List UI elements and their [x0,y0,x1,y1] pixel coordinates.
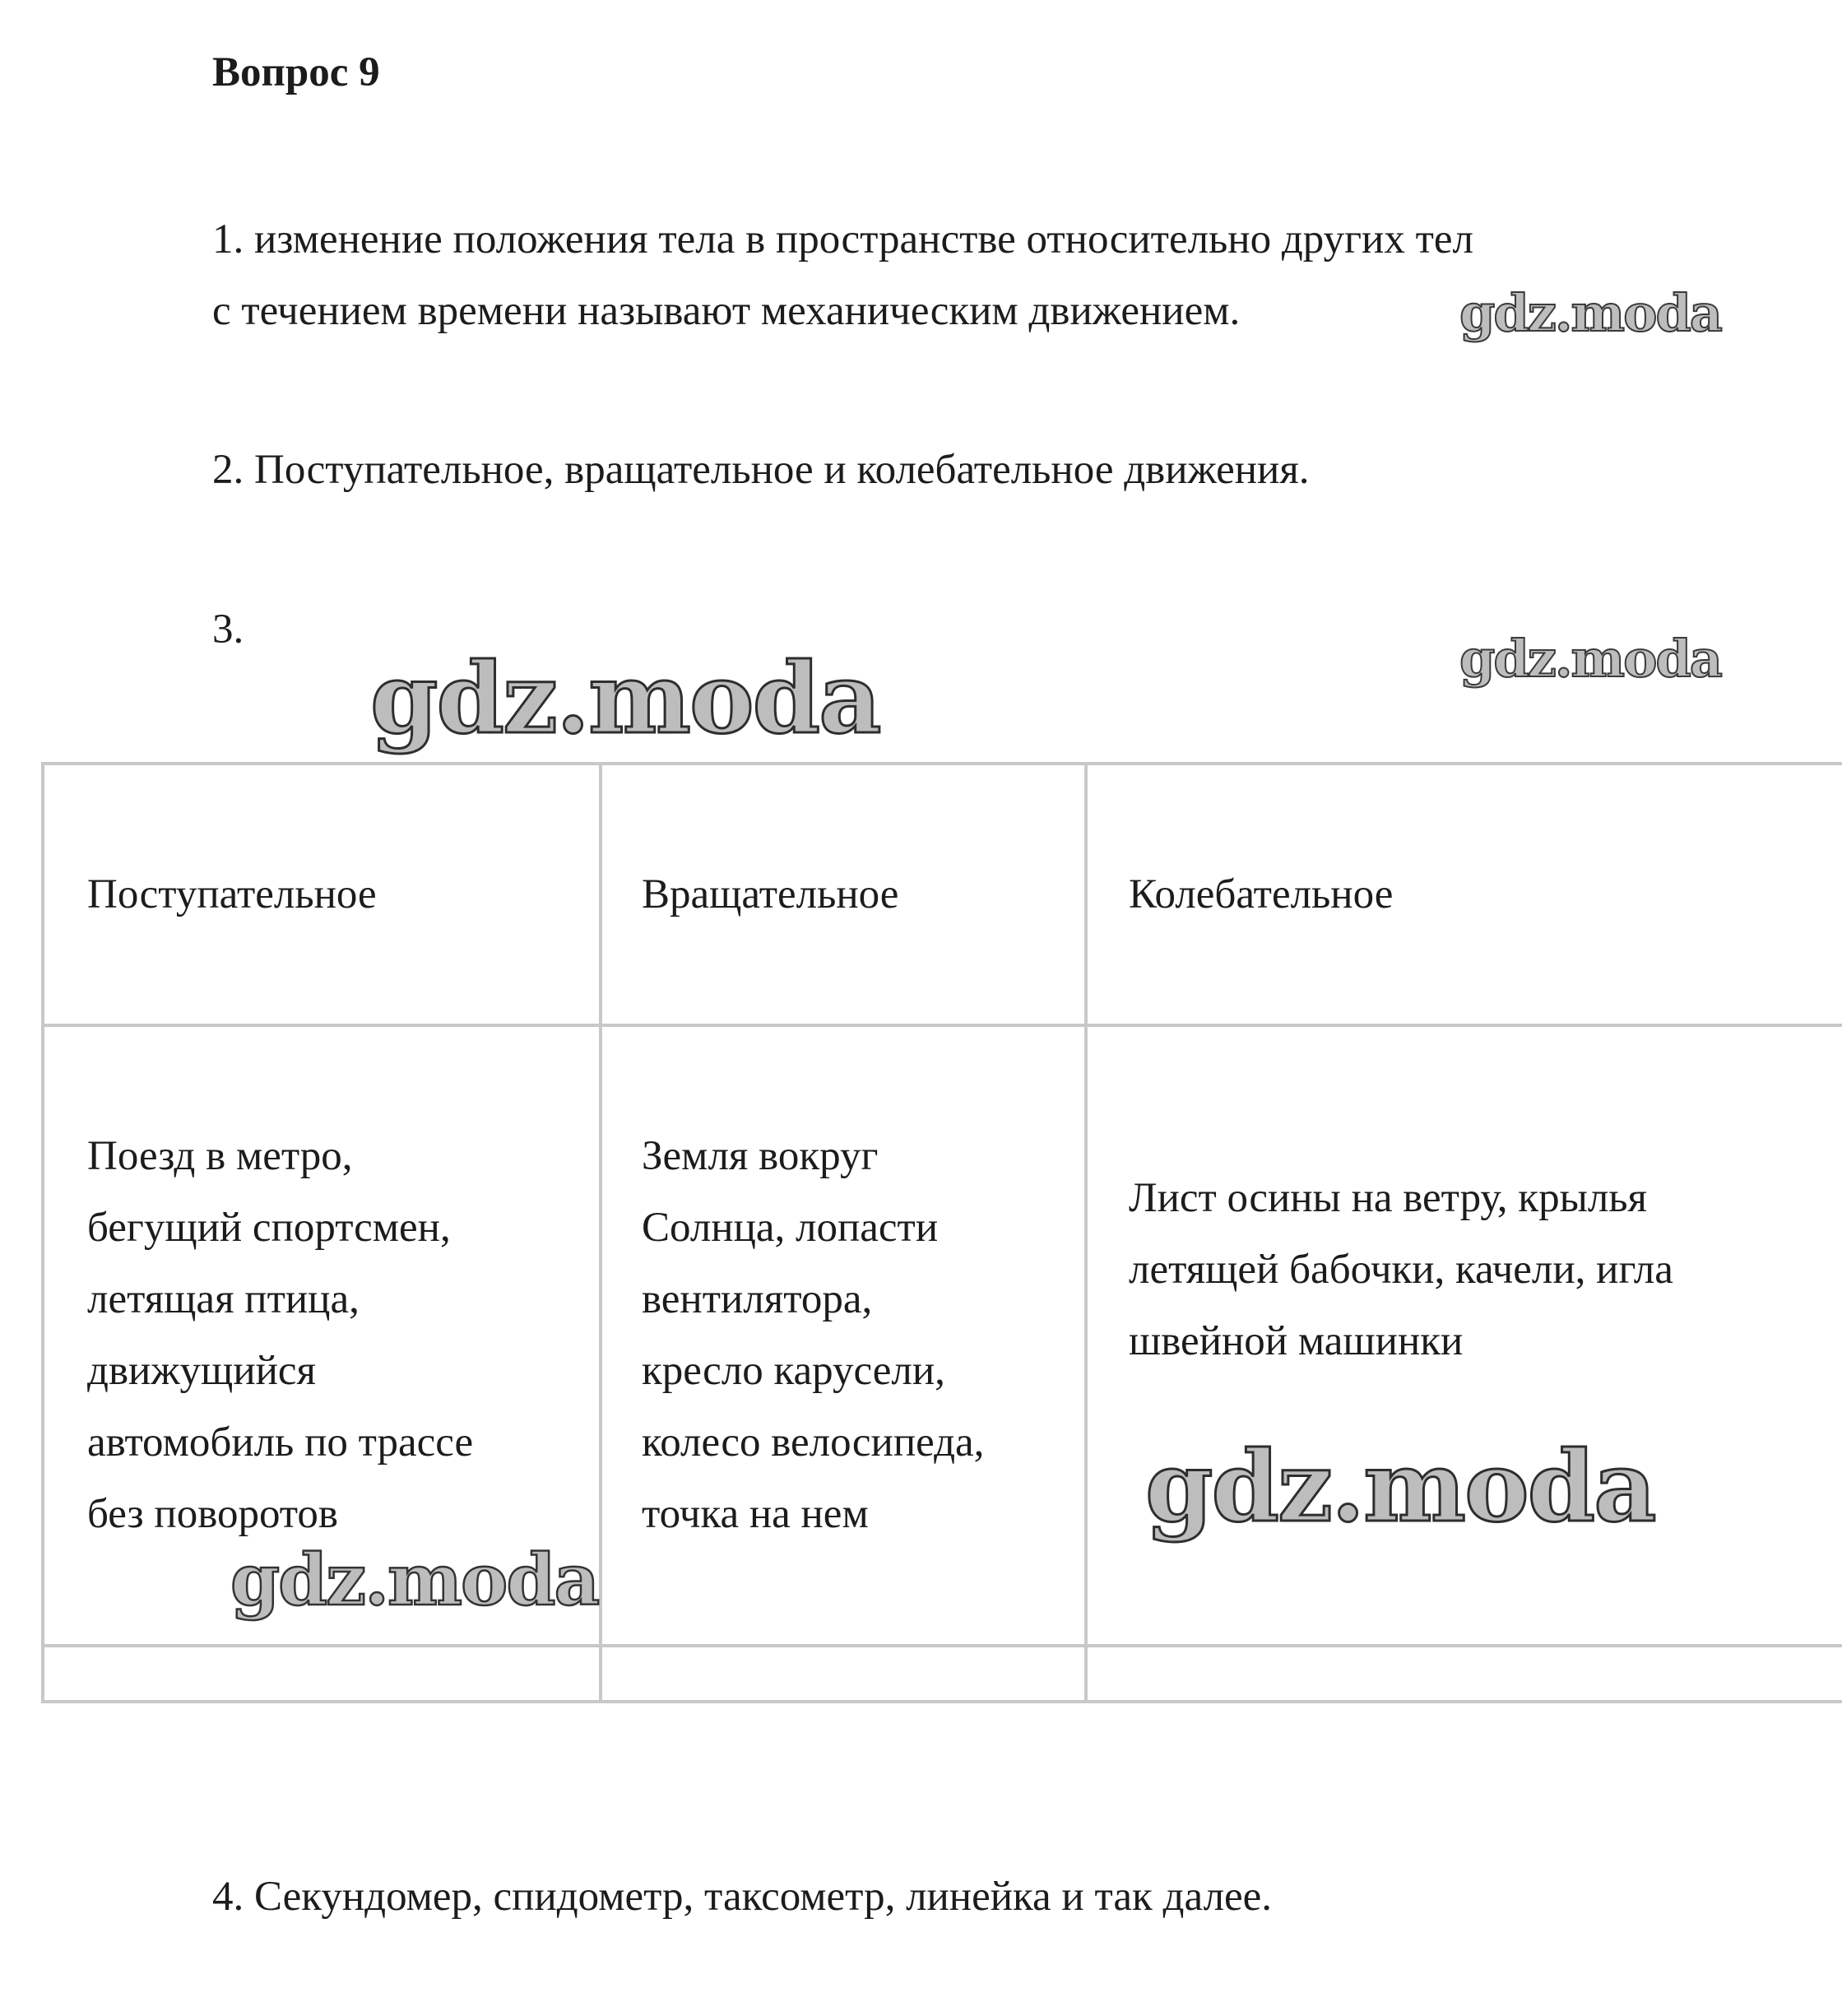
question-heading: Вопрос 9 [212,49,380,95]
empty-cell [43,1646,601,1702]
header-cell-oscillatory: Колебательное [1086,764,1842,1025]
watermark-logo: gdz.moda [1459,283,1721,343]
oscillatory-examples-text: Лист осины на ветру, крылья летящей бабочки, качели, игла швейной машинки [1129,1174,1673,1364]
cell-oscillatory-examples [1086,1025,1842,1646]
answer-1-text [212,204,1473,347]
answer-3-label: 3. [212,606,244,653]
rotational-examples-text: Земля вокруг Солнца, лопасти вентилятора, кресло карусели, колесо велосипеда, точка на нем [642,1133,985,1537]
translational-examples-text: Поезд в метро, бегущий спортсмен, летящая птица, движущийся автомобиль по трассе без поворотов [87,1133,474,1537]
watermark-logo: gdz.moda [370,641,880,755]
watermark-logo: gdz.moda [1459,629,1721,689]
answer-1-line-2: с течением времени называют механическим движением. [212,288,1241,334]
answer-2-text: 2. Поступательное, вращательное и колебательное движения. [212,447,1310,493]
table-header-row [43,764,1842,1025]
watermark-logo: gdz.moda [1145,1429,1655,1544]
header-cell-rotational: Вращательное [601,764,1086,1025]
watermark-logo: gdz.moda [230,1539,599,1622]
empty-cell [1086,1646,1842,1702]
answer-1-line-1: 1. изменение положения тела в пространстве относительно других тел [212,216,1473,262]
answer-4-text: 4. Секундомер, спидометр, таксометр, линейка и так далее. [212,1874,1273,1920]
cell-rotational-examples [601,1025,1086,1646]
header-cell-translational: Поступательное [43,764,601,1025]
table-empty-row [43,1646,1842,1702]
empty-cell [601,1646,1086,1702]
